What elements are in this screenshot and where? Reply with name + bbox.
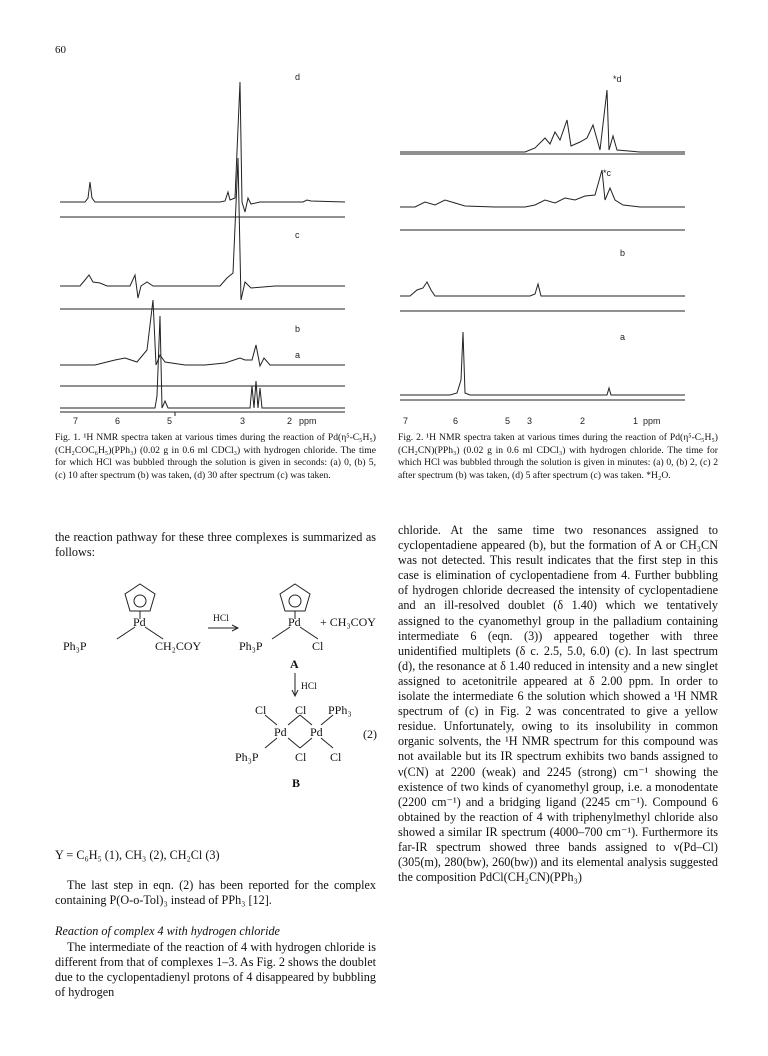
fig2-tick-5: 5 <box>505 416 511 426</box>
page-number: 60 <box>55 44 66 56</box>
figure-2-caption: Fig. 2. ¹H NMR spectra taken at various times during the reaction of Pd(η⁵-C₅H₅)(CH₂CN)(PPh₃) (0.02 g in 0.6 ml CDCl₃) with hydrogen chloride. The time for which HCl was bubbled through the solution is given in minutes: (a) 0, (b) 2, (c) 2 after spectrum (b) was taken, (d) 5 after spectrum (c) was taken. *H₂O. <box>398 432 718 481</box>
fig1-tick-2: 2 <box>287 416 293 426</box>
spectrum-2b <box>400 282 685 296</box>
svg-text:Cl: Cl <box>295 750 307 764</box>
fig2-tick-ppm: ppm <box>643 416 661 426</box>
svg-text:Ph₃P: Ph₃P <box>239 639 263 653</box>
fig1-label-b: b <box>295 324 301 334</box>
svg-text:Cl: Cl <box>255 703 267 717</box>
svg-text:Cl: Cl <box>330 750 342 764</box>
svg-text:HCl: HCl <box>213 614 229 624</box>
fig1-label-a: a <box>295 350 301 360</box>
svg-text:(2): (2) <box>363 727 377 741</box>
fig1-label-c: c <box>295 230 300 240</box>
fig2-tick-2: 2 <box>580 416 586 426</box>
svg-text:Pd: Pd <box>274 725 287 739</box>
fig2-label-b: b <box>620 248 626 258</box>
svg-text:A: A <box>290 657 299 671</box>
svg-text:+ CH₃COY: + CH₃COY <box>320 615 376 629</box>
fig2-label-d: *d <box>613 74 622 84</box>
fig2-tick-7: 7 <box>403 416 409 426</box>
right-paragraph: chloride. At the same time two resonances assigned to cyclopentadiene appeared (b), but the formation of A or CH₃CN was not detected. This result indicates that the first step in this case is elimination of cyclopentadiene from 4. Further bubbling of hydrogen chloride decreased the intensity of cyclopentadiene and an ill-resolved doublet (δ 1.40) which we tentatively assigned to the cyanomethyl group in the palladium containing intermediate 6 (eqn. (3)) appeared together with three unidentified multiplets (δ c. 2.5, 5.0, 6.0) (c). In last spectrum (d), the resonance at δ 1.40 reduced in intensity and a new singlet assigned to acetonitrile appeared at δ 2.00 ppm. In order to isolate the intermediate 6 the solution which showed a ¹H NMR spectrum of (c) in Fig. 2 was concentrated to give a yellow residue. Unfortunately, owing to its insolubility in common organic solvents, the ¹H NMR spectrum for this compound was not available but its IR spectrum exhibits two bands assigned to ν(CN) at 2200 (weak) and 2245 (strong) cm⁻¹ showing the existence of two kinds of cyanomethyl group, i.e. a monodentate (2200 cm⁻¹) and a bridging ligand (2245 cm⁻¹). Compound 6 obtained by the reaction of 4 with triphenylmethyl chloride also showed a similar IR spectrum (4000–700 cm⁻¹). Furthermore its far-IR spectrum showed three bands assigned to ν(Pd–Cl) (305(m), 280(bw), 260(bw)) and its elemental analysis suggested the composition PdCl(CH₂CN)(PPh₃) <box>398 523 718 885</box>
svg-text:Ph₃P: Ph₃P <box>63 639 87 653</box>
fig2-tick-6: 6 <box>453 416 459 426</box>
fig2-tick-1: 1 <box>633 416 639 426</box>
section-heading: Reaction of complex 4 with hydrogen chloride <box>55 924 280 938</box>
spectrum-1b <box>60 300 345 366</box>
figure-1-nmr-spectra <box>55 60 385 432</box>
fig1-tick-5: 5 <box>167 416 173 426</box>
left-paragraph-2: The intermediate of the reaction of 4 with hydrogen chloride is different from that of complexes 1–3. As Fig. 2 shows the doublet due to the cyclopentadienyl protons of 4 disappeared by bubbling of hydrogen <box>55 940 377 1000</box>
left-intro: the reaction pathway for these three complexes is summarized as follows: <box>55 530 376 560</box>
spectrum-1c <box>60 158 345 300</box>
spectrum-2c <box>400 170 685 207</box>
svg-text:Pd: Pd <box>288 615 301 629</box>
fig2-label-c: *c <box>603 168 612 178</box>
fig1-tick-3: 3 <box>240 416 246 426</box>
svg-text:Cl: Cl <box>295 703 307 717</box>
fig1-label-d: d <box>295 72 301 82</box>
svg-text:HCl: HCl <box>301 682 317 692</box>
left-paragraph-1: The last step in eqn. (2) has been reported for the complex containing P(O-o-Tol)₃ instead of PPh₃ [12]. <box>55 878 376 908</box>
svg-text:Pd: Pd <box>310 725 323 739</box>
spectrum-1d <box>60 82 345 212</box>
spectrum-1a <box>60 316 345 408</box>
svg-text:Ph₃P: Ph₃P <box>235 750 259 764</box>
y-definition: Y = C₆H₅ (1), CH₃ (2), CH₂Cl (3) <box>55 848 220 862</box>
svg-text:B: B <box>292 776 301 790</box>
figure-1-caption: Fig. 1. ¹H NMR spectra taken at various times during the reaction of Pd(η⁵-C₅H₅)(CH₂COC₆H₅)(PPh₃) (0.02 g in 0.6 ml CDCl₃) with hydrogen chloride. The time for which HCl was bubbled through the solution is given in seconds: (a) 0, (b) 5, (c) 10 after spectrum (b) was taken, (d) 30 after spectrum (c) was taken. <box>55 432 376 481</box>
figure-2-nmr-spectra <box>395 60 715 432</box>
reaction-scheme-eqn-2 <box>55 575 380 835</box>
svg-text:Cl: Cl <box>312 639 324 653</box>
spectrum-2a <box>400 332 685 395</box>
fig2-tick-3: 3 <box>527 416 533 426</box>
fig1-tick-ppm: ppm <box>299 416 317 426</box>
svg-text:CH₂COY: CH₂COY <box>155 639 202 653</box>
fig1-tick-6: 6 <box>115 416 121 426</box>
svg-text:PPh₃: PPh₃ <box>328 703 352 717</box>
svg-text:Pd: Pd <box>133 615 146 629</box>
fig1-tick-7: 7 <box>73 416 79 426</box>
fig2-label-a: a <box>620 332 626 342</box>
spectrum-2d <box>400 90 685 152</box>
